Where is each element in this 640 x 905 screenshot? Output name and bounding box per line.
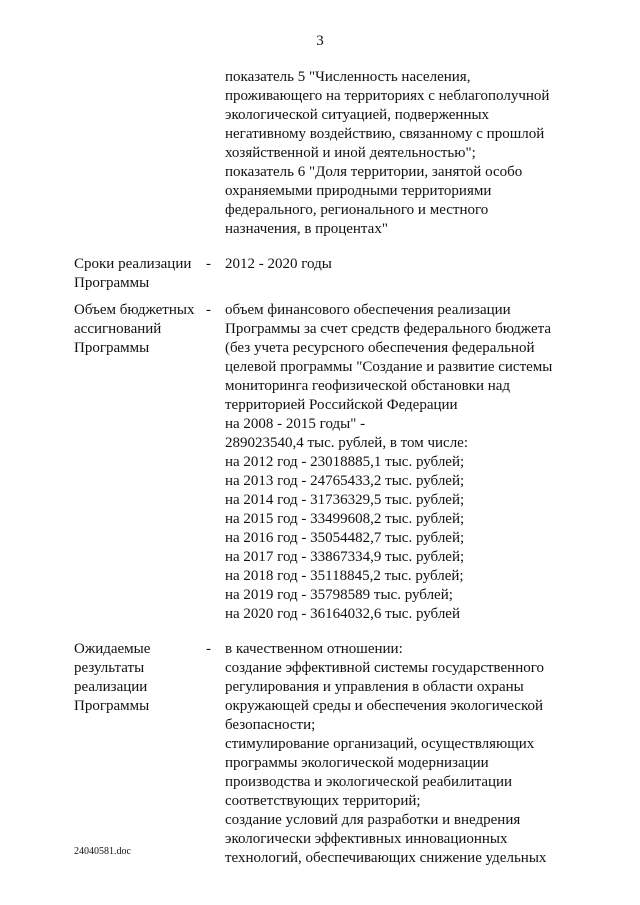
section-value-line: Программы за счет средств федерального бюджета [225,321,552,337]
intro-line: хозяйственной и иной деятельностью"; [225,145,476,161]
section-value-line: на 2018 год - 35118845,2 тыс. рублей; [225,568,464,584]
section-value-line: на 2019 год - 35798589 тыс. рублей; [225,587,453,603]
section-value-line: на 2008 - 2015 годы" - [225,416,366,432]
section-label-line: Программы [74,275,150,291]
intro-line: показатель 6 "Доля территории, занятой особо [225,164,523,180]
section-value-line: производства и экологической реабилитации [225,774,513,790]
section-dash: - [206,641,211,657]
section-value-line: создание эффективной системы государственного [225,660,545,676]
section-value-line: создание условий для разработки и внедрения [225,812,521,828]
section-value-line: территорией Российской Федерации [225,397,458,413]
section-dash: - [206,302,211,318]
section-value-line: стимулирование организаций, осуществляющих [225,736,535,752]
section-label-line: ассигнований [74,321,162,337]
section-value-line: в качественном отношении: [225,641,403,657]
section-value-line: регулирования и управления в области охраны [225,679,524,695]
section-label-line: Сроки реализации [74,256,192,272]
section-label-line: реализации [74,679,148,695]
section-value-line: на 2017 год - 33867334,9 тыс. рублей; [225,549,465,565]
section-value-line: 2012 - 2020 годы [225,256,332,272]
section-value-line: технологий, обеспечивающих снижение удельных [225,850,547,866]
section-value-line: целевой программы "Создание и развитие системы [225,359,553,375]
section-label-line: Объем бюджетных [74,302,195,318]
section-value-line: программы экологической модернизации [225,755,489,771]
document-code: 24040581.doc [74,846,131,857]
intro-line: негативному воздействию, связанному с прошлой [225,126,545,142]
intro-line: федерального, регионального и местного [225,202,489,218]
section-value-line: на 2015 год - 33499608,2 тыс. рублей; [225,511,465,527]
intro-line: показатель 5 "Численность населения, [225,69,471,85]
intro-line: экологической ситуацией, подверженных [225,107,490,123]
section-value-line: на 2014 год - 31736329,5 тыс. рублей; [225,492,465,508]
page-number: 3 [316,33,324,49]
section-label-line: результаты [74,660,145,676]
intro-line: охраняемыми природными территориями [225,183,492,199]
section-value-line: на 2016 год - 35054482,7 тыс. рублей; [225,530,465,546]
section-value-line: мониторинга геофизической обстановки над [225,378,511,394]
section-value-line: экологически эффективных инновационных [225,831,508,847]
section-label-line: Ожидаемые [74,641,151,657]
section-value-line: окружающей среды и обеспечения экологической [225,698,544,714]
section-value-line: на 2013 год - 24765433,2 тыс. рублей; [225,473,465,489]
section-value-line: (без учета ресурсного обеспечения федеральной [225,340,535,356]
section-dash: - [206,256,211,272]
section-value-line: 289023540,4 тыс. рублей, в том числе: [225,435,469,451]
section-value-line: безопасности; [225,717,316,733]
section-value-line: объем финансового обеспечения реализации [225,302,511,318]
section-value-line: соответствующих территорий; [225,793,421,809]
section-label-line: Программы [74,340,150,356]
section-value-line: на 2020 год - 36164032,6 тыс. рублей [225,606,460,622]
section-label-line: Программы [74,698,150,714]
section-value-line: на 2012 год - 23018885,1 тыс. рублей; [225,454,465,470]
intro-line: проживающего на территориях с неблагополучной [225,88,550,104]
intro-line: назначения, в процентах" [225,221,388,237]
